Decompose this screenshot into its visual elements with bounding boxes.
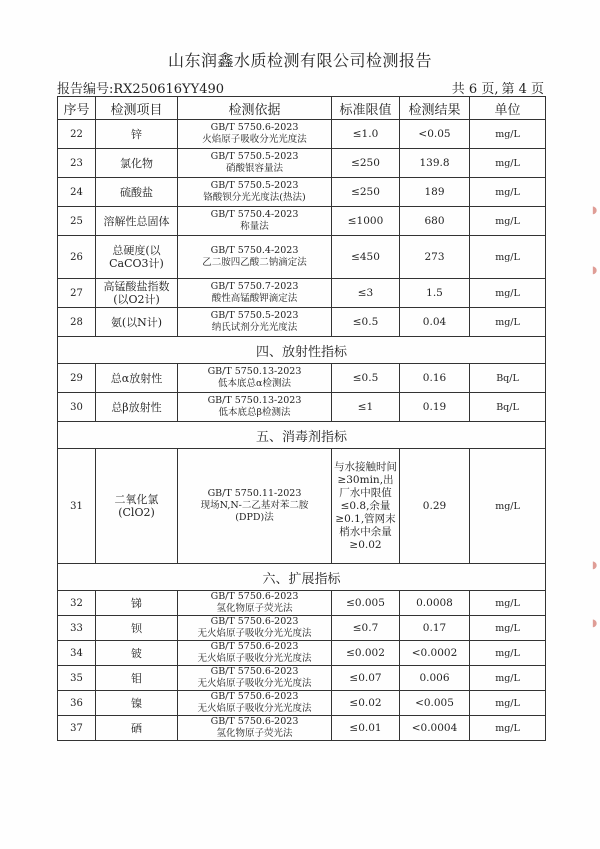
test-basis	[178, 591, 332, 616]
unit: mg/L	[470, 149, 546, 178]
row-number: 32	[58, 591, 96, 616]
table-row	[58, 591, 546, 616]
standard-limit: ≤0.07	[332, 666, 400, 691]
test-result: 0.16	[400, 364, 470, 393]
table-row	[58, 279, 546, 308]
test-item: 氯化物	[96, 149, 178, 178]
test-item: 总硬度(以CaCO3计)	[96, 236, 178, 279]
unit: Bq/L	[470, 393, 546, 422]
table-row	[58, 178, 546, 207]
section-radioactive-heading: 四、放射性指标	[58, 337, 546, 364]
basis-method: 低本底总β检测法	[218, 407, 291, 418]
basis-standard: GB/T 5750.6-2023	[210, 122, 299, 133]
item-formula: (ClO2)	[118, 506, 155, 519]
basis-method: 氢化物原子荧光法	[216, 603, 293, 614]
basis-method: 氢化物原子荧光法	[216, 728, 293, 739]
test-basis	[178, 207, 332, 236]
section-row	[58, 564, 546, 591]
test-result: <0.005	[400, 691, 470, 716]
test-item: 总α放射性	[96, 364, 178, 393]
unit: mg/L	[470, 691, 546, 716]
test-item	[96, 449, 178, 564]
standard-limit: ≤0.5	[332, 308, 400, 337]
test-result: 273	[400, 236, 470, 279]
test-basis	[178, 279, 332, 308]
test-item: 氨(以N计)	[96, 308, 178, 337]
standard-limit: 与水接触时间≥30min,出厂水中限值≤0.8,余量≥0.1,管网末梢水中余量≥0.02	[332, 449, 400, 564]
row-number: 22	[58, 120, 96, 149]
test-result: 0.19	[400, 393, 470, 422]
table-row	[58, 641, 546, 666]
col-header-limit: 标准限值	[332, 97, 400, 120]
test-basis	[178, 641, 332, 666]
standard-limit: ≤3	[332, 279, 400, 308]
test-item: 镍	[96, 691, 178, 716]
basis-method: 低本底总α检测法	[218, 378, 291, 389]
basis-standard: GB/T 5750.5-2023	[210, 310, 299, 321]
table-row	[58, 120, 546, 149]
row-number: 27	[58, 279, 96, 308]
basis-standard: GB/T 5750.4-2023	[210, 245, 299, 256]
standard-limit: ≤0.005	[332, 591, 400, 616]
test-result: 0.006	[400, 666, 470, 691]
basis-standard: GB/T 5750.11-2023	[207, 488, 302, 499]
standard-limit: ≤0.7	[332, 616, 400, 641]
test-basis	[178, 716, 332, 741]
unit: mg/L	[470, 120, 546, 149]
unit: mg/L	[470, 279, 546, 308]
row-number: 31	[58, 449, 96, 564]
test-basis	[178, 666, 332, 691]
basis-standard: GB/T 5750.5-2023	[210, 180, 299, 191]
basis-standard: GB/T 5750.6-2023	[210, 666, 299, 677]
test-result: 0.29	[400, 449, 470, 564]
row-number: 25	[58, 207, 96, 236]
table-row	[58, 236, 546, 279]
row-number: 26	[58, 236, 96, 279]
row-number: 30	[58, 393, 96, 422]
table-row	[58, 308, 546, 337]
row-number: 33	[58, 616, 96, 641]
section-disinfectant-heading: 五、消毒剂指标	[58, 422, 546, 449]
test-item: 硒	[96, 716, 178, 741]
test-basis	[178, 393, 332, 422]
unit: mg/L	[470, 616, 546, 641]
unit: mg/L	[470, 308, 546, 337]
basis-method: 火焰原子吸收分光光度法	[202, 134, 307, 145]
test-item: 铍	[96, 641, 178, 666]
row-number: 29	[58, 364, 96, 393]
test-item: 硫酸盐	[96, 178, 178, 207]
item-name: 二氧化氯	[114, 493, 159, 506]
total-pages: 共 6 页,	[451, 82, 499, 97]
col-header-item: 检测项目	[96, 97, 178, 120]
test-result: 0.04	[400, 308, 470, 337]
basis-method: 纳氏试剂分光光度法	[211, 322, 298, 333]
test-result: 0.17	[400, 616, 470, 641]
seal-fragment: ◗	[589, 618, 600, 629]
test-item: 高锰酸盐指数(以O2计)	[96, 279, 178, 308]
basis-method: 无火焰原子吸收分光光度法	[197, 703, 312, 714]
basis-method-suffix: (DPD)法	[235, 512, 274, 523]
test-basis	[178, 364, 332, 393]
col-header-unit: 单位	[470, 97, 546, 120]
basis-standard: GB/T 5750.13-2023	[207, 395, 302, 406]
test-result: 1.5	[400, 279, 470, 308]
table-row	[58, 149, 546, 178]
test-result: <0.0002	[400, 641, 470, 666]
test-basis	[178, 178, 332, 207]
standard-limit: ≤0.002	[332, 641, 400, 666]
table-row	[58, 364, 546, 393]
test-result: 189	[400, 178, 470, 207]
test-result: 680	[400, 207, 470, 236]
standard-limit: ≤250	[332, 178, 400, 207]
section-row	[58, 337, 546, 364]
table-header-row	[58, 97, 546, 120]
section-extended-heading: 六、扩展指标	[58, 564, 546, 591]
col-header-no: 序号	[58, 97, 96, 120]
test-result: <0.0004	[400, 716, 470, 741]
report-number: 报告编号:RX250616YY490	[57, 82, 225, 97]
test-result: 0.0008	[400, 591, 470, 616]
standard-limit: ≤450	[332, 236, 400, 279]
standard-limit: ≤0.5	[332, 364, 400, 393]
test-basis	[178, 120, 332, 149]
unit: mg/L	[470, 178, 546, 207]
test-item: 溶解性总固体	[96, 207, 178, 236]
basis-method: 乙二胺四乙酸二钠滴定法	[202, 257, 307, 268]
test-result: 139.8	[400, 149, 470, 178]
unit: mg/L	[470, 207, 546, 236]
test-basis	[178, 616, 332, 641]
col-header-result: 检测结果	[400, 97, 470, 120]
basis-method: 无火焰原子吸收分光光度法	[197, 628, 312, 639]
row-number: 23	[58, 149, 96, 178]
test-basis	[178, 236, 332, 279]
report-meta	[57, 78, 544, 97]
test-item: 锑	[96, 591, 178, 616]
standard-limit: ≤1.0	[332, 120, 400, 149]
table-row	[58, 666, 546, 691]
seal-fragment: ◗	[589, 265, 600, 276]
basis-standard: GB/T 5750.13-2023	[207, 366, 302, 377]
basis-standard: GB/T 5750.7-2023	[210, 281, 299, 292]
row-number: 28	[58, 308, 96, 337]
table-row	[58, 616, 546, 641]
test-item: 锌	[96, 120, 178, 149]
table-row	[58, 207, 546, 236]
standard-limit: ≤1	[332, 393, 400, 422]
table-row	[58, 393, 546, 422]
row-number: 35	[58, 666, 96, 691]
section-row	[58, 422, 546, 449]
col-header-basis: 检测依据	[178, 97, 332, 120]
row-number: 37	[58, 716, 96, 741]
row-number: 24	[58, 178, 96, 207]
basis-standard: GB/T 5750.5-2023	[210, 151, 299, 162]
unit: mg/L	[470, 666, 546, 691]
basis-method: 酸性高锰酸钾滴定法	[211, 293, 298, 304]
row-number: 34	[58, 641, 96, 666]
basis-standard: GB/T 5750.6-2023	[210, 641, 299, 652]
test-result: <0.05	[400, 120, 470, 149]
unit: mg/L	[470, 236, 546, 279]
unit: Bq/L	[470, 364, 546, 393]
test-basis	[178, 449, 332, 564]
test-basis	[178, 149, 332, 178]
seal-fragment: ◗	[589, 205, 600, 216]
basis-method: 硝酸银容量法	[225, 163, 283, 174]
standard-limit: ≤0.01	[332, 716, 400, 741]
row-number: 36	[58, 691, 96, 716]
basis-method: 称量法	[240, 221, 269, 232]
unit: mg/L	[470, 591, 546, 616]
standard-limit: ≤0.02	[332, 691, 400, 716]
basis-method: 无火焰原子吸收分光光度法	[197, 653, 312, 664]
seal-fragment: ◗	[589, 560, 600, 571]
basis-method: 无火焰原子吸收分光光度法	[197, 678, 312, 689]
basis-method: 铬酸钡分光光度法(热法)	[203, 192, 306, 203]
unit: mg/L	[470, 449, 546, 564]
basis-standard: GB/T 5750.6-2023	[210, 616, 299, 627]
table-row	[58, 691, 546, 716]
standard-limit: ≤250	[332, 149, 400, 178]
report-title: 山东润鑫水质检测有限公司检测报告	[167, 51, 432, 70]
unit: mg/L	[470, 641, 546, 666]
table-row	[58, 449, 546, 564]
unit: mg/L	[470, 716, 546, 741]
basis-standard: GB/T 5750.6-2023	[210, 691, 299, 702]
basis-method: 现场N,N-二乙基对苯二胺	[200, 500, 309, 511]
current-page: 第 4 页	[501, 82, 544, 97]
basis-standard: GB/T 5750.4-2023	[210, 209, 299, 220]
standard-limit: ≤1000	[332, 207, 400, 236]
test-item: 钡	[96, 616, 178, 641]
test-item: 总β放射性	[96, 393, 178, 422]
test-basis	[178, 691, 332, 716]
test-item: 钼	[96, 666, 178, 691]
test-basis	[178, 308, 332, 337]
table-row	[58, 716, 546, 741]
basis-standard: GB/T 5750.6-2023	[210, 716, 299, 727]
page-indicator	[452, 78, 544, 97]
results-table	[57, 96, 546, 741]
basis-standard: GB/T 5750.6-2023	[210, 591, 299, 602]
